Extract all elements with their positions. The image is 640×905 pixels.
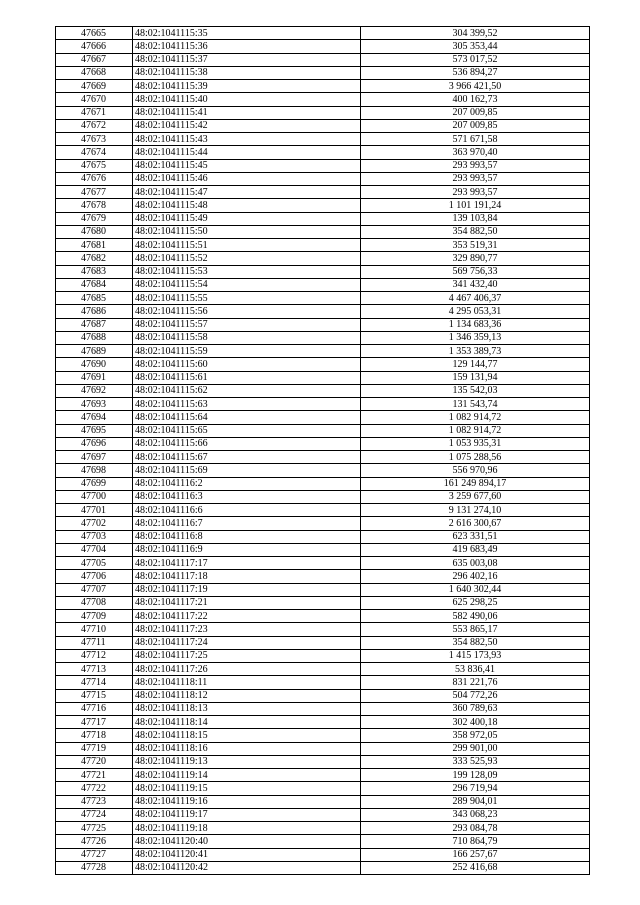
- table-row: [56, 676, 590, 689]
- cadastral-value-cell: 343 068,23: [361, 808, 590, 821]
- row-number-cell: 47723: [56, 795, 133, 808]
- table-row: [56, 795, 590, 808]
- row-number-cell: 47691: [56, 371, 133, 384]
- table-row: [56, 716, 590, 729]
- row-number-cell: 47692: [56, 384, 133, 397]
- row-number-cell: 47697: [56, 451, 133, 464]
- cadastral-number-cell: 48:02:1041115:60: [133, 358, 361, 371]
- table-row: [56, 212, 590, 225]
- table-row: [56, 557, 590, 570]
- cadastral-number-cell: 48:02:1041115:62: [133, 384, 361, 397]
- row-number-cell: 47681: [56, 239, 133, 252]
- table-row: [56, 517, 590, 530]
- row-number-cell: 47669: [56, 80, 133, 93]
- cadastral-value-cell: 400 162,73: [361, 93, 590, 106]
- cadastral-value-cell: 582 490,06: [361, 610, 590, 623]
- table-row: [56, 371, 590, 384]
- row-number-cell: 47674: [56, 146, 133, 159]
- row-number-cell: 47714: [56, 676, 133, 689]
- row-number-cell: 47665: [56, 27, 133, 40]
- table-row: [56, 649, 590, 662]
- cadastral-number-cell: 48:02:1041115:69: [133, 464, 361, 477]
- table-row: [56, 331, 590, 344]
- cadastral-number-cell: 48:02:1041115:58: [133, 331, 361, 344]
- cadastral-number-cell: 48:02:1041116:6: [133, 504, 361, 517]
- cadastral-value-cell: 131 543,74: [361, 398, 590, 411]
- cadastral-value-cell: 9 131 274,10: [361, 504, 590, 517]
- cadastral-number-cell: 48:02:1041117:24: [133, 636, 361, 649]
- cadastral-number-cell: 48:02:1041118:11: [133, 676, 361, 689]
- cadastral-number-cell: 48:02:1041117:25: [133, 649, 361, 662]
- cadastral-number-cell: 48:02:1041120:40: [133, 835, 361, 848]
- table-row: [56, 225, 590, 238]
- cadastral-value-cell: 623 331,51: [361, 530, 590, 543]
- row-number-cell: 47700: [56, 490, 133, 503]
- row-number-cell: 47687: [56, 318, 133, 331]
- table-row: [56, 769, 590, 782]
- row-number-cell: 47711: [56, 636, 133, 649]
- row-number-cell: 47706: [56, 570, 133, 583]
- row-number-cell: 47676: [56, 172, 133, 185]
- table-row: [56, 159, 590, 172]
- cadastral-number-cell: 48:02:1041119:13: [133, 755, 361, 768]
- row-number-cell: 47690: [56, 358, 133, 371]
- cadastral-number-cell: 48:02:1041115:39: [133, 80, 361, 93]
- row-number-cell: 47694: [56, 411, 133, 424]
- table-row: [56, 27, 590, 40]
- table-row: [56, 477, 590, 490]
- cadastral-number-cell: 48:02:1041116:8: [133, 530, 361, 543]
- table-row: [56, 358, 590, 371]
- row-number-cell: 47667: [56, 53, 133, 66]
- cadastral-number-cell: 48:02:1041115:64: [133, 411, 361, 424]
- cadastral-value-cell: 4 295 053,31: [361, 305, 590, 318]
- row-number-cell: 47724: [56, 808, 133, 821]
- cadastral-value-cell: 4 467 406,37: [361, 292, 590, 305]
- cadastral-value-cell: 304 399,52: [361, 27, 590, 40]
- cadastral-value-cell: 293 993,57: [361, 159, 590, 172]
- row-number-cell: 47682: [56, 252, 133, 265]
- cadastral-number-cell: 48:02:1041117:18: [133, 570, 361, 583]
- row-number-cell: 47696: [56, 437, 133, 450]
- cadastral-value-cell: 569 756,33: [361, 265, 590, 278]
- cadastral-value-cell: 159 131,94: [361, 371, 590, 384]
- row-number-cell: 47699: [56, 477, 133, 490]
- table-row: [56, 610, 590, 623]
- row-number-cell: 47685: [56, 292, 133, 305]
- row-number-cell: 47717: [56, 716, 133, 729]
- table-row: [56, 186, 590, 199]
- table-row: [56, 133, 590, 146]
- cadastral-value-cell: 329 890,77: [361, 252, 590, 265]
- table-row: [56, 106, 590, 119]
- cadastral-value-cell: 536 894,27: [361, 66, 590, 79]
- cadastral-value-cell: 363 970,40: [361, 146, 590, 159]
- row-number-cell: 47722: [56, 782, 133, 795]
- row-number-cell: 47709: [56, 610, 133, 623]
- table-row: [56, 172, 590, 185]
- table-row: [56, 278, 590, 291]
- cadastral-number-cell: 48:02:1041115:61: [133, 371, 361, 384]
- cadastral-number-cell: 48:02:1041115:46: [133, 172, 361, 185]
- cadastral-number-cell: 48:02:1041115:63: [133, 398, 361, 411]
- cadastral-value-cell: 341 432,40: [361, 278, 590, 291]
- table-row: [56, 543, 590, 556]
- cadastral-value-cell: 293 993,57: [361, 172, 590, 185]
- row-number-cell: 47678: [56, 199, 133, 212]
- row-number-cell: 47688: [56, 331, 133, 344]
- cadastral-number-cell: 48:02:1041115:41: [133, 106, 361, 119]
- table-row: [56, 702, 590, 715]
- cadastral-value-cell: 1 082 914,72: [361, 424, 590, 437]
- table-body: [56, 27, 590, 875]
- cadastral-number-cell: 48:02:1041117:26: [133, 663, 361, 676]
- cadastral-value-cell: 1 101 191,24: [361, 199, 590, 212]
- table-row: [56, 504, 590, 517]
- cadastral-value-cell: 360 789,63: [361, 702, 590, 715]
- cadastral-number-cell: 48:02:1041115:55: [133, 292, 361, 305]
- cadastral-number-cell: 48:02:1041117:22: [133, 610, 361, 623]
- table-row: [56, 146, 590, 159]
- row-number-cell: 47726: [56, 835, 133, 848]
- cadastral-number-cell: 48:02:1041118:13: [133, 702, 361, 715]
- cadastral-number-cell: 48:02:1041115:52: [133, 252, 361, 265]
- cadastral-number-cell: 48:02:1041118:12: [133, 689, 361, 702]
- cadastral-value-cell: 831 221,76: [361, 676, 590, 689]
- table-row: [56, 530, 590, 543]
- row-number-cell: 47702: [56, 517, 133, 530]
- cadastral-value-cell: 1 082 914,72: [361, 411, 590, 424]
- table-row: [56, 848, 590, 861]
- row-number-cell: 47680: [56, 225, 133, 238]
- row-number-cell: 47671: [56, 106, 133, 119]
- cadastral-value-cell: 296 402,16: [361, 570, 590, 583]
- cadastral-number-cell: 48:02:1041115:43: [133, 133, 361, 146]
- table-row: [56, 411, 590, 424]
- cadastral-number-cell: 48:02:1041115:50: [133, 225, 361, 238]
- cadastral-value-cell: 302 400,18: [361, 716, 590, 729]
- cadastral-number-cell: 48:02:1041117:23: [133, 623, 361, 636]
- table-row: [56, 742, 590, 755]
- cadastral-number-cell: 48:02:1041116:7: [133, 517, 361, 530]
- cadastral-value-cell: 354 882,50: [361, 225, 590, 238]
- table-row: [56, 570, 590, 583]
- row-number-cell: 47718: [56, 729, 133, 742]
- table-row: [56, 835, 590, 848]
- cadastral-value-cell: 293 084,78: [361, 822, 590, 835]
- row-number-cell: 47668: [56, 66, 133, 79]
- table-row: [56, 490, 590, 503]
- cadastral-number-cell: 48:02:1041119:18: [133, 822, 361, 835]
- row-number-cell: 47710: [56, 623, 133, 636]
- cadastral-value-cell: 573 017,52: [361, 53, 590, 66]
- cadastral-number-cell: 48:02:1041115:53: [133, 265, 361, 278]
- cadastral-value-cell: 53 836,41: [361, 663, 590, 676]
- cadastral-number-cell: 48:02:1041117:17: [133, 557, 361, 570]
- row-number-cell: 47675: [56, 159, 133, 172]
- cadastral-value-cell: 161 249 894,17: [361, 477, 590, 490]
- row-number-cell: 47705: [56, 557, 133, 570]
- table-row: [56, 80, 590, 93]
- cadastral-number-cell: 48:02:1041115:45: [133, 159, 361, 172]
- table-row: [56, 384, 590, 397]
- cadastral-value-cell: 1 075 288,56: [361, 451, 590, 464]
- cadastral-value-cell: 3 966 421,50: [361, 80, 590, 93]
- row-number-cell: 47684: [56, 278, 133, 291]
- cadastral-number-cell: 48:02:1041115:57: [133, 318, 361, 331]
- cadastral-value-cell: 504 772,26: [361, 689, 590, 702]
- cadastral-number-cell: 48:02:1041115:36: [133, 40, 361, 53]
- row-number-cell: 47670: [56, 93, 133, 106]
- table-row: [56, 345, 590, 358]
- row-number-cell: 47721: [56, 769, 133, 782]
- cadastral-value-cell: 333 525,93: [361, 755, 590, 768]
- row-number-cell: 47704: [56, 543, 133, 556]
- row-number-cell: 47689: [56, 345, 133, 358]
- table-row: [56, 464, 590, 477]
- row-number-cell: 47672: [56, 119, 133, 132]
- row-number-cell: 47720: [56, 755, 133, 768]
- row-number-cell: 47703: [56, 530, 133, 543]
- cadastral-value-cell: 299 901,00: [361, 742, 590, 755]
- row-number-cell: 47693: [56, 398, 133, 411]
- cadastral-value-cell: 252 416,68: [361, 861, 590, 874]
- cadastral-value-cell: 635 003,08: [361, 557, 590, 570]
- cadastral-value-cell: 296 719,94: [361, 782, 590, 795]
- row-number-cell: 47712: [56, 649, 133, 662]
- table-row: [56, 663, 590, 676]
- cadastral-number-cell: 48:02:1041119:17: [133, 808, 361, 821]
- table-row: [56, 93, 590, 106]
- row-number-cell: 47701: [56, 504, 133, 517]
- row-number-cell: 47707: [56, 583, 133, 596]
- table-row: [56, 53, 590, 66]
- row-number-cell: 47713: [56, 663, 133, 676]
- cadastral-number-cell: 48:02:1041115:38: [133, 66, 361, 79]
- table-row: [56, 596, 590, 609]
- row-number-cell: 47679: [56, 212, 133, 225]
- cadastral-number-cell: 48:02:1041115:51: [133, 239, 361, 252]
- cadastral-number-cell: 48:02:1041115:49: [133, 212, 361, 225]
- table-row: [56, 305, 590, 318]
- cadastral-value-cell: 293 993,57: [361, 186, 590, 199]
- cadastral-number-cell: 48:02:1041116:3: [133, 490, 361, 503]
- table-row: [56, 636, 590, 649]
- cadastral-value-cell: 199 128,09: [361, 769, 590, 782]
- table-row: [56, 318, 590, 331]
- table-row: [56, 689, 590, 702]
- table-row: [56, 239, 590, 252]
- row-number-cell: 47683: [56, 265, 133, 278]
- table-row: [56, 583, 590, 596]
- cadastral-number-cell: 48:02:1041119:14: [133, 769, 361, 782]
- cadastral-number-cell: 48:02:1041115:65: [133, 424, 361, 437]
- cadastral-number-cell: 48:02:1041119:15: [133, 782, 361, 795]
- cadastral-number-cell: 48:02:1041115:40: [133, 93, 361, 106]
- cadastral-number-cell: 48:02:1041119:16: [133, 795, 361, 808]
- cadastral-number-cell: 48:02:1041117:19: [133, 583, 361, 596]
- table-row: [56, 424, 590, 437]
- cadastral-value-cell: 354 882,50: [361, 636, 590, 649]
- table-row: [56, 437, 590, 450]
- cadastral-number-cell: 48:02:1041115:47: [133, 186, 361, 199]
- table-row: [56, 755, 590, 768]
- cadastral-value-cell: 419 683,49: [361, 543, 590, 556]
- cadastral-value-cell: 207 009,85: [361, 119, 590, 132]
- cadastral-value-cell: 1 134 683,36: [361, 318, 590, 331]
- cadastral-number-cell: 48:02:1041117:21: [133, 596, 361, 609]
- cadastral-number-cell: 48:02:1041115:48: [133, 199, 361, 212]
- cadastral-number-cell: 48:02:1041116:9: [133, 543, 361, 556]
- cadastral-value-cell: 556 970,96: [361, 464, 590, 477]
- row-number-cell: 47725: [56, 822, 133, 835]
- table-row: [56, 623, 590, 636]
- row-number-cell: 47686: [56, 305, 133, 318]
- cadastral-value-cell: 353 519,31: [361, 239, 590, 252]
- cadastral-value-cell: 129 144,77: [361, 358, 590, 371]
- row-number-cell: 47716: [56, 702, 133, 715]
- row-number-cell: 47677: [56, 186, 133, 199]
- cadastral-value-cell: 1 415 173,93: [361, 649, 590, 662]
- cadastral-value-cell: 1 353 389,73: [361, 345, 590, 358]
- cadastral-value-cell: 553 865,17: [361, 623, 590, 636]
- cadastral-value-cell: 305 353,44: [361, 40, 590, 53]
- cadastral-number-cell: 48:02:1041118:16: [133, 742, 361, 755]
- table-row: [56, 451, 590, 464]
- row-number-cell: 47695: [56, 424, 133, 437]
- cadastral-value-cell: 2 616 300,67: [361, 517, 590, 530]
- cadastral-value-cell: 1 640 302,44: [361, 583, 590, 596]
- cadastral-value-cell: 710 864,79: [361, 835, 590, 848]
- table-row: [56, 861, 590, 874]
- table-row: [56, 119, 590, 132]
- table-row: [56, 252, 590, 265]
- table-row: [56, 729, 590, 742]
- cadastral-value-cell: 207 009,85: [361, 106, 590, 119]
- cadastral-number-cell: 48:02:1041115:35: [133, 27, 361, 40]
- cadastral-number-cell: 48:02:1041120:41: [133, 848, 361, 861]
- table-row: [56, 292, 590, 305]
- table-row: [56, 40, 590, 53]
- cadastral-number-cell: 48:02:1041115:67: [133, 451, 361, 464]
- cadastral-value-cell: 139 103,84: [361, 212, 590, 225]
- table-row: [56, 398, 590, 411]
- cadastral-number-cell: 48:02:1041118:14: [133, 716, 361, 729]
- row-number-cell: 47673: [56, 133, 133, 146]
- row-number-cell: 47715: [56, 689, 133, 702]
- cadastral-number-cell: 48:02:1041115:59: [133, 345, 361, 358]
- table-row: [56, 265, 590, 278]
- cadastral-value-cell: 1 346 359,13: [361, 331, 590, 344]
- cadastral-number-cell: 48:02:1041115:42: [133, 119, 361, 132]
- row-number-cell: 47719: [56, 742, 133, 755]
- row-number-cell: 47666: [56, 40, 133, 53]
- cadastral-number-cell: 48:02:1041120:42: [133, 861, 361, 874]
- table-row: [56, 199, 590, 212]
- cadastral-value-cell: 625 298,25: [361, 596, 590, 609]
- cadastral-number-cell: 48:02:1041115:66: [133, 437, 361, 450]
- cadastral-value-cell: 571 671,58: [361, 133, 590, 146]
- cadastral-value-table: [55, 26, 590, 875]
- row-number-cell: 47698: [56, 464, 133, 477]
- row-number-cell: 47727: [56, 848, 133, 861]
- row-number-cell: 47708: [56, 596, 133, 609]
- table-row: [56, 66, 590, 79]
- cadastral-value-cell: 289 904,01: [361, 795, 590, 808]
- cadastral-value-cell: 3 259 677,60: [361, 490, 590, 503]
- cadastral-number-cell: 48:02:1041115:56: [133, 305, 361, 318]
- cadastral-value-cell: 1 053 935,31: [361, 437, 590, 450]
- cadastral-value-cell: 166 257,67: [361, 848, 590, 861]
- table-row: [56, 808, 590, 821]
- cadastral-number-cell: 48:02:1041116:2: [133, 477, 361, 490]
- cadastral-number-cell: 48:02:1041118:15: [133, 729, 361, 742]
- cadastral-value-cell: 358 972,05: [361, 729, 590, 742]
- cadastral-value-cell: 135 542,03: [361, 384, 590, 397]
- row-number-cell: 47728: [56, 861, 133, 874]
- cadastral-number-cell: 48:02:1041115:54: [133, 278, 361, 291]
- table-row: [56, 782, 590, 795]
- cadastral-number-cell: 48:02:1041115:44: [133, 146, 361, 159]
- table-row: [56, 822, 590, 835]
- cadastral-number-cell: 48:02:1041115:37: [133, 53, 361, 66]
